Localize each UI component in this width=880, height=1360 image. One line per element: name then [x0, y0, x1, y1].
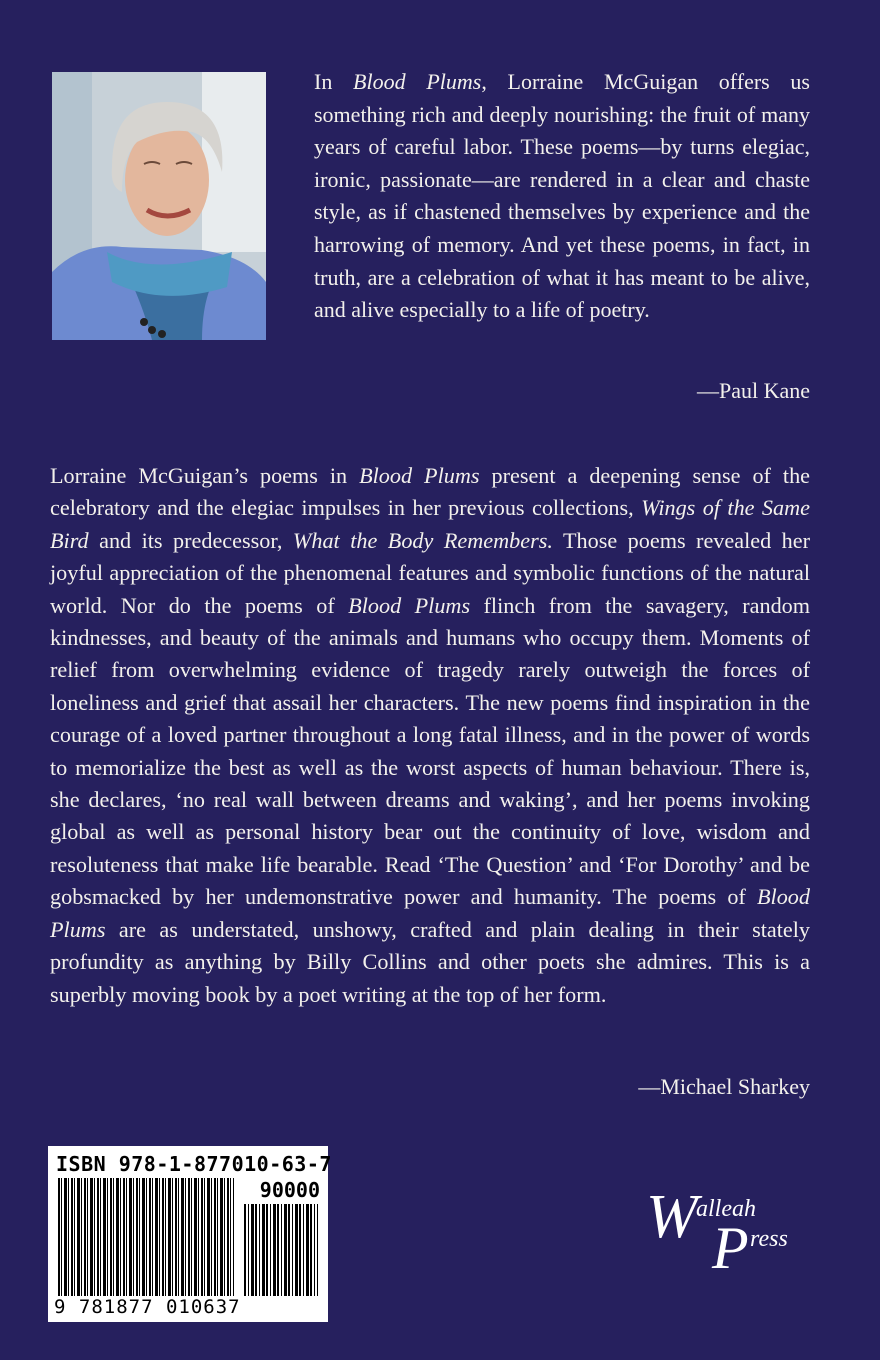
blurb2-text-5: flinch from the savagery, random kindnesses, and beauty of the animals and humans who occupy them. Moments of relief from overwhelming evidence of tragedy rarely outweigh the forces of loneliness and grief that assail her characters. The new poems find inspiration in the courage of a loved partner throughout a long fatal illness, and in the power of words to memorialize the best as well as the worst aspects of human behaviour. There is, she declares, ‘no real wall between dreams and waking’, and her poems invoking global as well as personal history bear out the continuity of love, wisdom and resoluteness that make life bearable. Read ‘The Question’ and ‘For Dorothy’ and be gobsmacked by her undemonstrative power and humanity. The poems of — [50, 592, 811, 910]
logo-text-alleah: alleah — [696, 1196, 756, 1222]
ean-barcode-bars — [58, 1178, 234, 1296]
book-title-italic: Blood Plums — [50, 884, 810, 942]
price-code: 90000 — [259, 1178, 320, 1202]
isbn-barcode — [48, 1146, 332, 1322]
endorsement-michael-sharkey — [50, 460, 810, 1011]
blurb2-text-6: are as understated, unshowy, crafted and plain dealing in their stately profundity as anything by Billy Collins and other poets she admires. This is a superbly moving book by a poet writing at the top of her form. — [50, 916, 810, 1007]
author-photo — [52, 72, 266, 340]
blurb2-text-2: present a deepening sense of the celebratory and the elegiac impulses in her previous collections, — [50, 463, 811, 521]
blurb2-text-4: Those poems revealed her joyful appreciation of the phenomenal features and symbolic functions of the natural world. Nor do the poems of — [50, 527, 810, 618]
blurb2-text-1: Lorraine McGuigan’s poems in — [50, 463, 360, 488]
blurb1-text-1: In — [314, 69, 354, 94]
book-title-italic: Wings of the Same Bird — [50, 495, 810, 553]
book-title-italic: What the Body Remembers. — [292, 527, 553, 553]
publisher-logo — [646, 1183, 816, 1286]
endorsement-paul-kane — [314, 66, 810, 327]
blurb2-text-3: and its predecessor, — [88, 527, 293, 553]
logo-letter-p: P — [712, 1215, 749, 1281]
logo-letter-w: W — [646, 1183, 698, 1251]
book-title-italic: Blood Plums — [359, 463, 480, 488]
attribution-michael-sharkey: —Michael Sharkey — [638, 1074, 810, 1099]
author-portrait-image — [52, 72, 266, 340]
ean-number: 9 781877 010637 — [54, 1296, 241, 1318]
logo-text-ress: ress — [750, 1226, 788, 1252]
book-title-italic: Blood Plums — [353, 69, 482, 94]
isbn-text: ISBN 978-1-877010-63-7 — [56, 1152, 332, 1176]
attribution-paul-kane: —Paul Kane — [696, 378, 810, 403]
blurb1-text-2: , Lorraine McGuigan offers us something rich and deeply nourishing: the fruit of many years of careful labor. These poems—by turns elegiac, ironic, passionate—are rendered in a clear and chaste style, as if chastened themselves by experience and the harrowing of memory. And yet these poems, in fact, in truth, are a celebration of what it has meant to be alive, and alive especially to a life of poetry. — [314, 69, 810, 323]
addon-barcode-bars — [244, 1204, 318, 1296]
book-title-italic: Blood Plums — [348, 592, 471, 618]
